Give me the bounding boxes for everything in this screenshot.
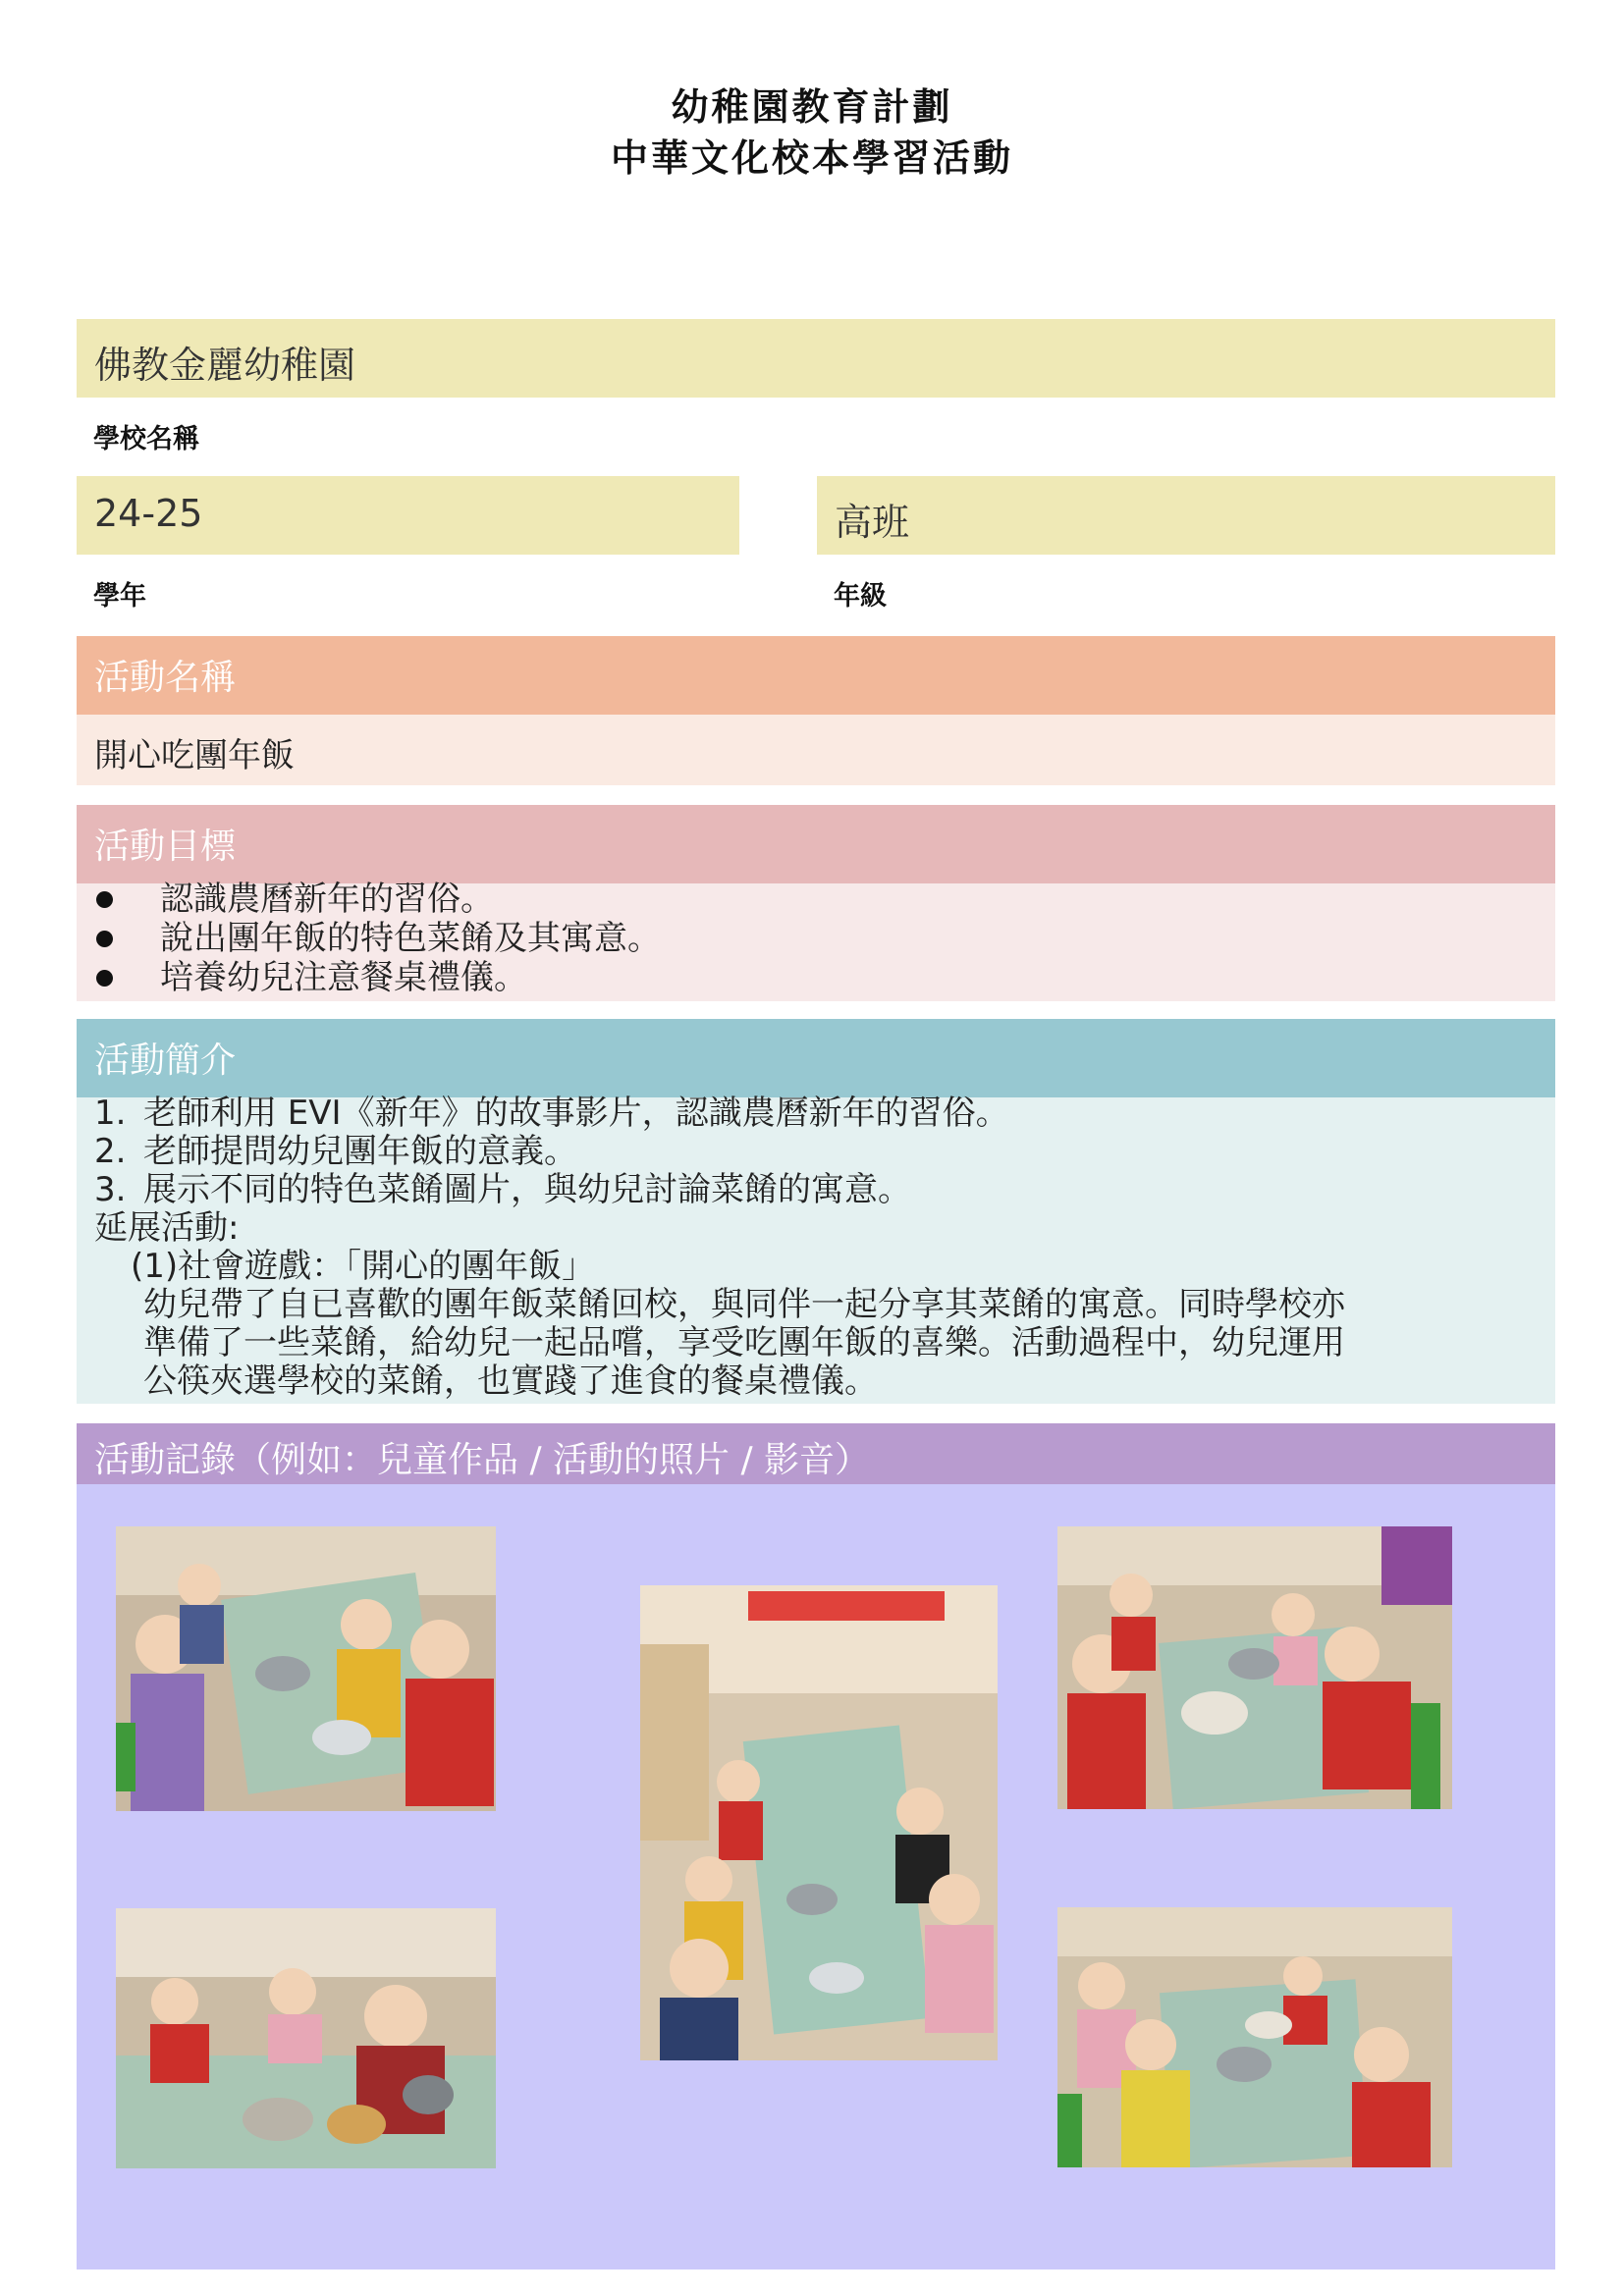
goal-item-text: 說出團年飯的特色菜餚及其寓意。 <box>160 919 661 958</box>
page-title: 幼稚園教育計劃 <box>671 85 953 129</box>
step-text: 老師提問幼兒團年飯的意義。 <box>143 1132 577 1171</box>
extension-subtitle: (1)社會遊戲：「開心的團年飯」 <box>131 1247 596 1286</box>
page-subtitle: 中華文化校本學習活動 <box>610 136 1013 180</box>
bullet-icon <box>96 931 113 947</box>
school-name-value: 佛教金麗幼稚園 <box>94 344 356 387</box>
activity-record-header <box>77 1423 1555 1484</box>
activity-goals-heading: 活動目標 <box>94 827 237 867</box>
step-text: 展示不同的特色菜餚圖片，與幼兒討論菜餚的寓意。 <box>143 1170 911 1209</box>
activity-record-heading: 活動記錄（例如：兒童作品 / 活動的照片 / 影音） <box>94 1440 871 1480</box>
activity-photo <box>640 1585 998 2060</box>
school-year-value: 24-25 <box>94 492 203 535</box>
activity-goals-header <box>77 805 1555 883</box>
step-text: 老師利用 EVI《新年》的故事影片，認識農曆新年的習俗。 <box>143 1094 1009 1133</box>
activity-photo <box>1057 1526 1452 1809</box>
activity-intro-heading: 活動簡介 <box>94 1041 237 1081</box>
school-year-caption: 學年 <box>93 581 146 612</box>
school-name-field <box>77 319 1555 398</box>
activity-name-value: 開心吃團年飯 <box>94 736 295 775</box>
step-number: 3. <box>94 1170 127 1209</box>
step-number: 1. <box>94 1094 127 1133</box>
extension-paragraph-line: 公筷夾選學校的菜餚，也實踐了進食的餐桌禮儀。 <box>143 1362 878 1401</box>
activity-photo <box>116 1526 496 1811</box>
goal-item-text: 培養幼兒注意餐桌禮儀。 <box>160 958 527 997</box>
extension-paragraph-line: 準備了一些菜餚，給幼兒一起品嚐，享受吃團年飯的喜樂。活動過程中，幼兒運用 <box>143 1323 1345 1362</box>
school-name-caption: 學校名稱 <box>93 424 199 454</box>
extension-paragraph-line: 幼兒帶了自已喜歡的團年飯菜餚回校，與同伴一起分享其菜餚的寓意。同時學校亦 <box>143 1285 1345 1324</box>
bullet-icon <box>96 891 113 908</box>
activity-intro-header <box>77 1019 1555 1097</box>
grade-field <box>817 476 1555 555</box>
grade-caption: 年級 <box>834 581 887 612</box>
activity-name-header <box>77 636 1555 715</box>
activity-name-body <box>77 715 1555 785</box>
bullet-icon <box>96 970 113 987</box>
activity-photo <box>116 1908 496 2168</box>
activity-name-heading: 活動名稱 <box>94 658 237 698</box>
activity-photo <box>1057 1907 1452 2167</box>
activity-intro-body <box>77 1094 1555 1404</box>
grade-value: 高班 <box>835 501 910 544</box>
extension-label: 延展活動: <box>94 1208 240 1248</box>
school-year-field <box>77 476 739 555</box>
goal-item-text: 認識農曆新年的習俗。 <box>160 880 494 919</box>
activity-goals-body <box>77 880 1555 1001</box>
step-number: 2. <box>94 1132 127 1171</box>
